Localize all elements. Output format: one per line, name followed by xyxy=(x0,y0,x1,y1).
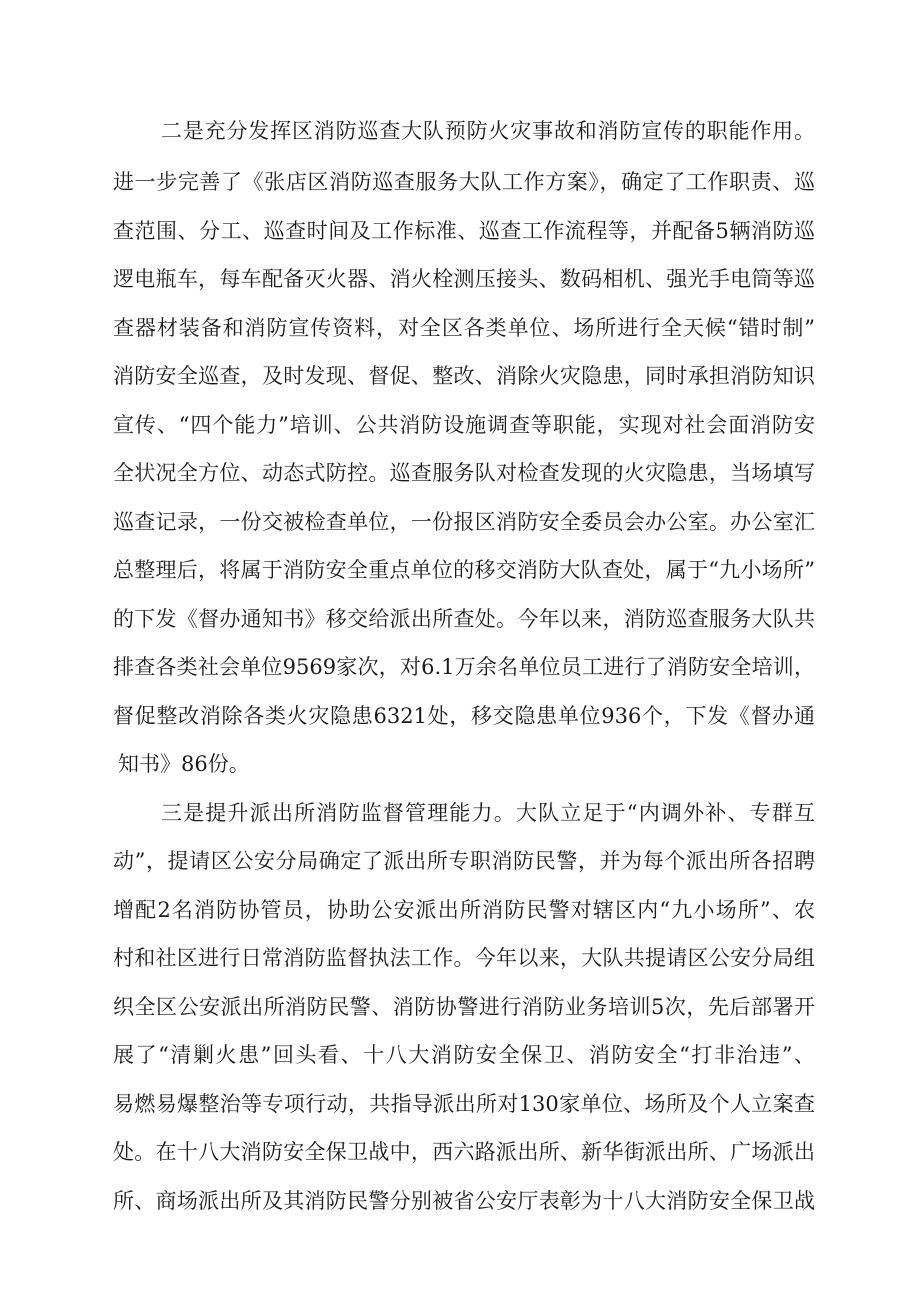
text-line: 村和社区进行日常消防监督执法工作。今年以来，大队共提请区公安分局组 xyxy=(113,946,815,970)
text-line: 督促整改消除各类火灾隐患6321处，移交隐患单位936个，下发《督办通 xyxy=(113,704,815,728)
text-line: 增配2名消防协管员，协助公安派出所消防民警对辖区内“九小场所”、农 xyxy=(113,898,815,922)
text-line: 逻电瓶车，每车配备灭火器、消火栓测压接头、数码相机、强光手电筒等巡 xyxy=(113,267,815,291)
text-line: 的下发《督办通知书》移交给派出所查处。今年以来，消防巡查服务大队共 xyxy=(113,607,815,631)
text-line: 全状况全方位、动态式防控。巡查服务队对检查发现的火灾隐患，当场填写 xyxy=(113,461,815,485)
text-line: 排查各类社会单位9569家次，对6.1万余名单位员工进行了消防安全培训， xyxy=(113,655,815,679)
text-line: 展了“清剿火患”回头看、十八大消防安全保卫、消防安全“打非治违”、 xyxy=(113,1043,815,1067)
text-line: 处。在十八大消防安全保卫战中，西六路派出所、新华街派出所、广场派出 xyxy=(113,1140,815,1164)
text-line: 所、商场派出所及其消防民警分别被省公安厅表彰为十八大消防安全保卫战 xyxy=(113,1189,815,1213)
text-line: 巡查记录，一份交被检查单位，一份报区消防安全委员会办公室。办公室汇 xyxy=(113,510,815,534)
text-line: 宣传、“四个能力”培训、公共消防设施调查等职能，实现对社会面消防安 xyxy=(113,413,815,437)
text-line: 知书》86份。 xyxy=(118,752,250,776)
text-line: 动”，提请区公安分局确定了派出所专职消防民警，并为每个派出所各招聘 xyxy=(113,849,815,873)
text-line: 易燃易爆整治等专项行动，共指导派出所对130家单位、场所及个人立案查 xyxy=(113,1092,815,1116)
text-line: 三是提升派出所消防监督管理能力。大队立足于“内调外补、专群互 xyxy=(161,801,815,825)
text-line: 查器材装备和消防宣传资料，对全区各类单位、场所进行全天候“错时制” xyxy=(113,316,815,340)
text-line: 查范围、分工、巡查时间及工作标准、巡查工作流程等，并配备5辆消防巡 xyxy=(113,219,815,243)
text-line: 总整理后，将属于消防安全重点单位的移交消防大队查处，属于“九小场所” xyxy=(113,558,815,582)
text-line: 消防安全巡查，及时发现、督促、整改、消除火灾隐患，同时承担消防知识 xyxy=(113,364,815,388)
text-line: 织全区公安派出所消防民警、消防协警进行消防业务培训5次，先后部署开 xyxy=(113,995,815,1019)
text-line: 进一步完善了《张店区消防巡查服务大队工作方案》，确定了工作职责、巡 xyxy=(113,170,815,194)
text-line: 二是充分发挥区消防巡查大队预防火灾事故和消防宣传的职能作用。 xyxy=(161,119,815,143)
